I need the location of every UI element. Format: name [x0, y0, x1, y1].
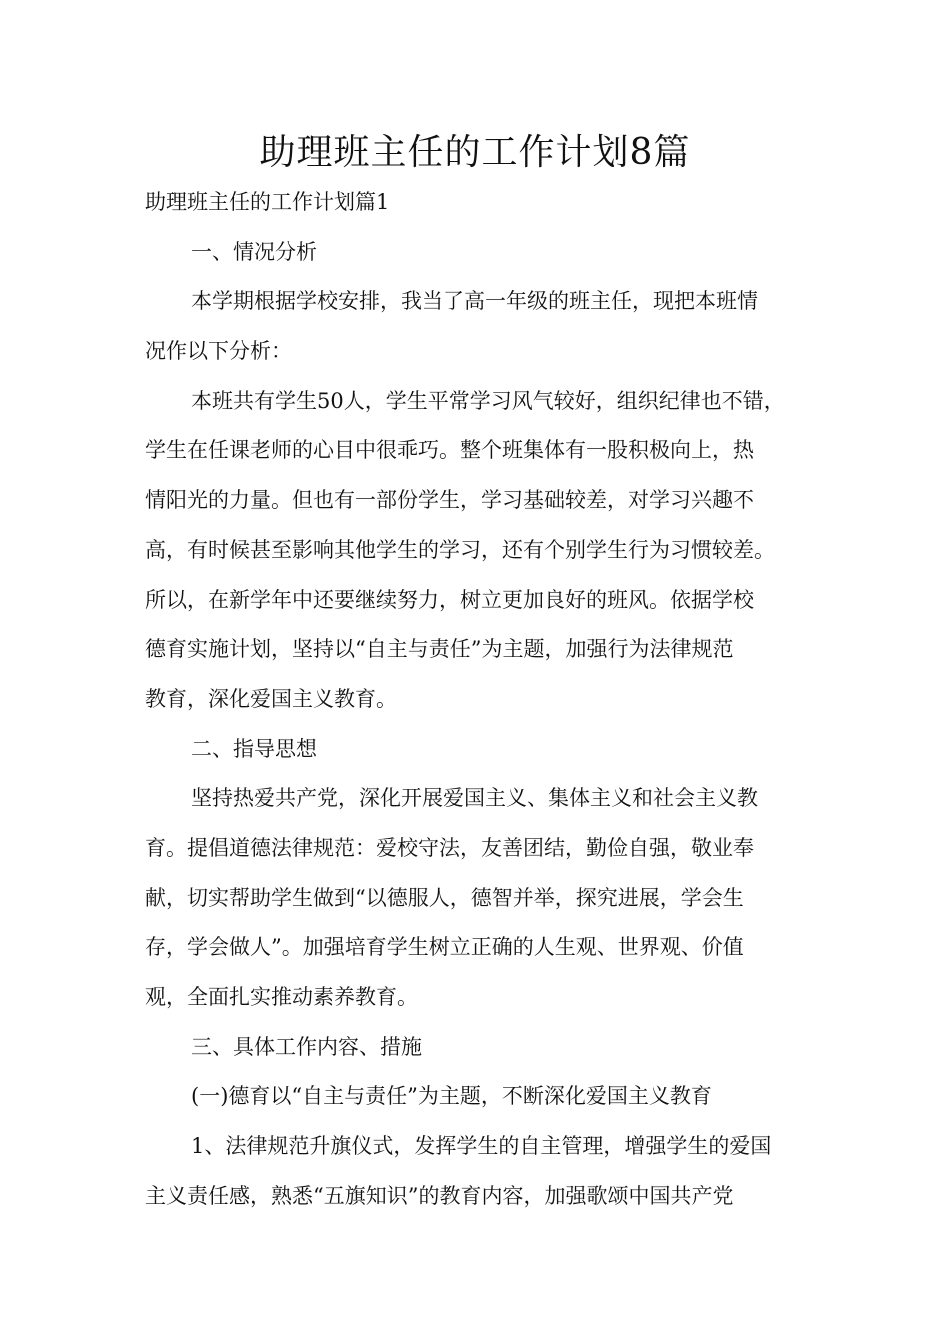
- subheading-guiding-ideology: 二、指导思想: [191, 736, 317, 761]
- paragraph-line: 情阳光的力量。但也有一部份学生，学习基础较差，对学习兴趣不: [145, 488, 754, 513]
- document-body: [145, 178, 809, 1221]
- paragraph-line: 本学期根据学校安排，我当了高一年级的班主任，现把本班情: [191, 289, 758, 314]
- paragraph-line: 献，切实帮助学生做到“以德服人，德智并举，探究进展，学会生: [145, 885, 744, 910]
- paragraph-line: 坚持热爱共产党，深化开展爱国主义、集体主义和社会主义教: [191, 786, 758, 811]
- section-heading-plan-1: 助理班主任的工作计划篇1: [145, 190, 390, 214]
- paragraph-line: 教育，深化爱国主义教育。: [145, 686, 397, 711]
- paragraph-line: 观，全面扎实推动素养教育。: [145, 985, 418, 1009]
- paragraph-line: 德育实施计划，坚持以“自主与责任”为主题，加强行为法律规范: [145, 637, 734, 662]
- paragraph-line: 所以，在新学年中还要继续努力，树立更加良好的班风。依据学校: [145, 587, 754, 612]
- paragraph-line: 况作以下分析：: [145, 339, 292, 364]
- paragraph-line: 存，学会做人”。加强培育学生树立正确的人生观、世界观、价值: [145, 935, 744, 960]
- paragraph-line: 育。提倡道德法律规范：爱校守法，友善团结，勤俭自强，敬业奉: [145, 835, 754, 860]
- paragraph-line: 本班共有学生50人，学生平常学习风气较好，组织纪律也不错，: [191, 388, 785, 413]
- paragraph-line: 高，有时候甚至影响其他学生的学习，还有个别学生行为习惯较差。: [145, 537, 775, 562]
- paragraph-line: 主义责任感，熟悉“五旗知识”的教育内容，加强歌颂中国共产党: [145, 1183, 734, 1208]
- subheading-work-content: 三、具体工作内容、措施: [191, 1034, 422, 1059]
- paragraph-line: 1、法律规范升旗仪式，发挥学生的自主管理，增强学生的爱国: [191, 1134, 772, 1159]
- paragraph-line: 学生在任课老师的心目中很乖巧。整个班集体有一股积极向上，热: [145, 438, 754, 463]
- document-title: 助理班主任的工作计划8篇: [259, 132, 691, 173]
- subheading-situation-analysis: 一、情况分析: [191, 239, 317, 264]
- subheading-moral-education: (一)德育以“自主与责任”为主题，不断深化爱国主义教育: [191, 1084, 712, 1109]
